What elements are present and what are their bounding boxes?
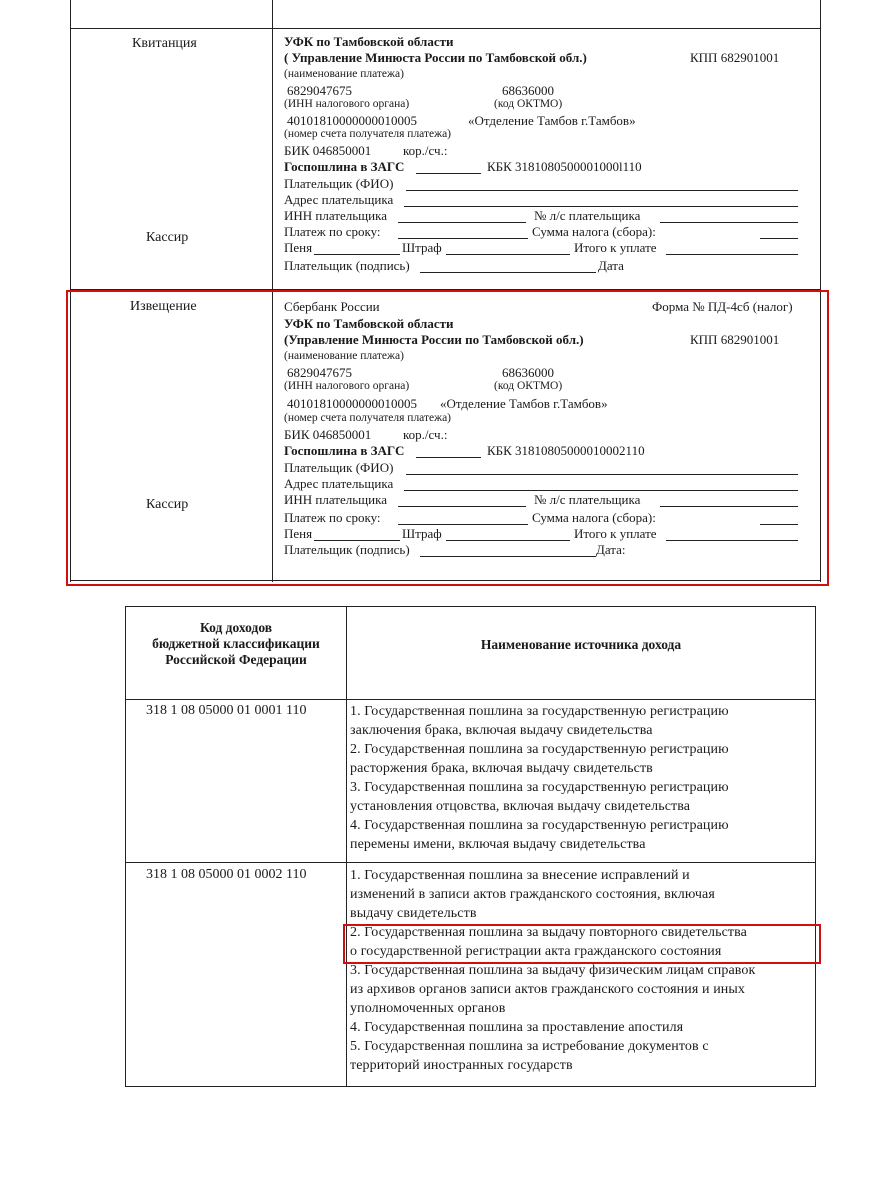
receipt-due-field[interactable]: [398, 238, 528, 239]
row-1-line: расторжения брака, включая выдачу свидетельств: [350, 761, 653, 776]
receipt-signature-field[interactable]: [420, 272, 596, 273]
table-row-2-description: [350, 866, 755, 1075]
receipt-payer-account-field[interactable]: [660, 222, 798, 223]
notice-payer-inn-field[interactable]: [398, 506, 526, 507]
row-2-line: 2. Государственная пошлина за выдачу повторного свидетельства: [350, 925, 747, 940]
receipt-kbk: КБК 3181080500001000l110: [487, 159, 642, 174]
receipt-account-caption: (номер счета получателя платежа): [284, 128, 452, 140]
notice-payer-fio-label: Плательщик (ФИО): [284, 460, 394, 475]
receipt-kpp: КПП 682901001: [690, 50, 780, 65]
notice-payer-fio-field[interactable]: [406, 474, 798, 475]
receipt-bank-branch: «Отделение Тамбов г.Тамбов»: [468, 113, 636, 128]
row-1-line: 3. Государственная пошлина за государственную регистрацию: [350, 780, 729, 795]
notice-oktmo: 68636000: [502, 365, 554, 380]
notice-total-field[interactable]: [666, 540, 798, 541]
receipt-date-label: Дата: [598, 258, 624, 273]
receipt-payer-fio-field[interactable]: [406, 190, 798, 191]
notice-penalty-label: Пеня: [284, 526, 313, 541]
row-2-item-2-highlight: [343, 924, 821, 964]
table-bottom: [125, 1086, 815, 1087]
receipt-fine-label: Штраф: [402, 240, 442, 255]
notice-account-caption: (номер счета получателя платежа): [284, 412, 452, 424]
notice-kpp: КПП 682901001: [690, 332, 780, 347]
notice-payer-account-field[interactable]: [660, 506, 798, 507]
receipt-inn-caption: (ИНН налогового органа): [284, 98, 410, 110]
notice-tax-sum-label: Сумма налога (сбора):: [532, 510, 656, 525]
table-row-1-description: [350, 702, 729, 854]
notice-kbk: КБК 31810805000010002110: [487, 443, 645, 458]
notice-purpose-underline: [416, 457, 481, 458]
table-header-code-line-1: Код доходов: [199, 620, 273, 635]
row-1-line: 2. Государственная пошлина за государственную регистрацию: [350, 742, 729, 757]
row-1-line: 1. Государственная пошлина за государственную регистрацию: [350, 704, 729, 719]
receipt-total-field[interactable]: [666, 254, 798, 255]
row-2-line: изменений в записи актов гражданского состояния, включая: [350, 887, 715, 902]
notice-bank: Сбербанк России: [284, 299, 380, 314]
table-left: [125, 606, 126, 1087]
notice-due-label: Платеж по сроку:: [284, 510, 381, 525]
receipt-account: 40101810000000010005: [287, 113, 417, 128]
notice-side-label: Извещение: [130, 299, 197, 314]
table-header-bottom: [125, 699, 815, 700]
receipt-oktmo-caption: (код ОКТМО): [494, 98, 563, 110]
notice-payer-address-field[interactable]: [404, 490, 798, 491]
notice-fine-field[interactable]: [446, 540, 570, 541]
row-1-line: установления отцовства, включая выдачу свидетельства: [350, 799, 691, 814]
row-2-line: выдачу свидетельств: [350, 906, 477, 921]
receipt-signature-label: Плательщик (подпись): [284, 258, 410, 273]
table-row-2-code: 318 1 08 05000 01 0002 110: [146, 867, 307, 882]
table-top: [125, 606, 815, 607]
row-1-line: перемены имени, включая выдачу свидетельства: [350, 837, 646, 852]
notice-due-field[interactable]: [398, 524, 528, 525]
notice-signature-label: Плательщик (подпись): [284, 542, 410, 557]
receipt-cashier-label: Кассир: [146, 230, 189, 245]
notice-recipient: УФК по Тамбовской области: [284, 316, 454, 331]
notice-oktmo-caption: (код ОКТМО): [494, 380, 563, 392]
notice-payment-purpose: Госпошлина в ЗАГС: [284, 443, 405, 458]
receipt-payer-address-label: Адрес плательщика: [284, 192, 394, 207]
receipt-recipient: УФК по Тамбовской области: [284, 34, 454, 49]
table-row-1-code: 318 1 08 05000 01 0001 110: [146, 703, 307, 718]
form-top-row-line: [70, 28, 821, 29]
receipt-inn: 6829047675: [287, 83, 352, 98]
receipt-payer-inn-field[interactable]: [398, 222, 526, 223]
row-2-line: 4. Государственная пошлина за проставление апостиля: [350, 1020, 684, 1035]
notice-tax-sum-field[interactable]: [760, 524, 798, 525]
row-2-line: из архивов органов записи актов гражданского состояния и иных: [350, 982, 745, 997]
row-2-line: уполномоченных органов: [350, 1001, 506, 1016]
receipt-penalty-label: Пеня: [284, 240, 313, 255]
notice-fine-label: Штраф: [402, 526, 442, 541]
row-2-line: о государственной регистрации акта гражданского состояния: [350, 944, 722, 959]
notice-total-label: Итого к уплате: [574, 526, 657, 541]
receipt-payer-address-field[interactable]: [404, 206, 798, 207]
notice-signature-field[interactable]: [420, 556, 596, 557]
receipt-tax-sum-field[interactable]: [760, 238, 798, 239]
receipt-fine-field[interactable]: [446, 254, 570, 255]
table-header-code-line-2: бюджетной классификации: [152, 636, 320, 651]
receipt-corr-account: кор./сч.:: [403, 143, 448, 158]
receipt-payer-inn-label: ИНН плательщика: [284, 208, 388, 223]
table-right: [815, 606, 816, 1087]
receipt-oktmo: 68636000: [502, 83, 554, 98]
receipt-bik: БИК 046850001: [284, 143, 372, 158]
row-2-line: территорий иностранных государств: [350, 1058, 573, 1073]
row-1-line: заключения брака, включая выдачу свидетельства: [350, 723, 653, 738]
receipt-due-label: Платеж по сроку:: [284, 224, 381, 239]
table-header-code-line-3: Российской Федерации: [165, 652, 307, 667]
row-2-line: 3. Государственная пошлина за выдачу физическим лицам справок: [350, 963, 756, 978]
notice-corr-account: кор./сч.:: [403, 427, 448, 442]
notice-cashier-label: Кассир: [146, 497, 189, 512]
notice-payer-inn-label: ИНН плательщика: [284, 492, 388, 507]
row-2-line: 5. Государственная пошлина за истребование документов с: [350, 1039, 709, 1054]
receipt-total-label: Итого к уплате: [574, 240, 657, 255]
notice-inn-caption: (ИНН налогового органа): [284, 380, 410, 392]
table-header-name: Наименование источника дохода: [480, 637, 682, 652]
table-row-divider: [125, 862, 815, 863]
row-2-line: 1. Государственная пошлина за внесение исправлений и: [350, 868, 690, 883]
table-col-divider: [346, 606, 347, 1087]
receipt-side-label: Квитанция: [132, 36, 197, 51]
notice-payer-address-label: Адрес плательщика: [284, 476, 394, 491]
receipt-ministry: ( Управление Минюста России по Тамбовской обл.): [284, 50, 587, 65]
notice-bank-branch: «Отделение Тамбов г.Тамбов»: [440, 396, 608, 411]
row-1-line: 4. Государственная пошлина за государственную регистрацию: [350, 818, 729, 833]
receipt-payer-fio-label: Плательщик (ФИО): [284, 176, 394, 191]
receipt-tax-sum-label: Сумма налога (сбора):: [532, 224, 656, 239]
notice-payer-account-label: № л/с плательщика: [534, 492, 641, 507]
receipt-payment-name-caption: (наименование платежа): [284, 68, 404, 80]
receipt-purpose-underline: [416, 173, 481, 174]
notice-account: 40101810000000010005: [287, 396, 417, 411]
notice-form-number: Форма № ПД-4сб (налог): [652, 299, 793, 314]
receipt-penalty-field[interactable]: [314, 254, 400, 255]
notice-inn: 6829047675: [287, 365, 352, 380]
notice-payment-name-caption: (наименование платежа): [284, 350, 404, 362]
notice-date-label: Дата:: [596, 542, 626, 557]
notice-penalty-field[interactable]: [314, 540, 400, 541]
receipt-payment-purpose: Госпошлина в ЗАГС: [284, 159, 405, 174]
notice-bik: БИК 046850001: [284, 427, 372, 442]
table-header-code: [126, 620, 346, 668]
notice-ministry: (Управление Минюста России по Тамбовской обл.): [284, 332, 584, 347]
receipt-payer-account-label: № л/с плательщика: [534, 208, 641, 223]
